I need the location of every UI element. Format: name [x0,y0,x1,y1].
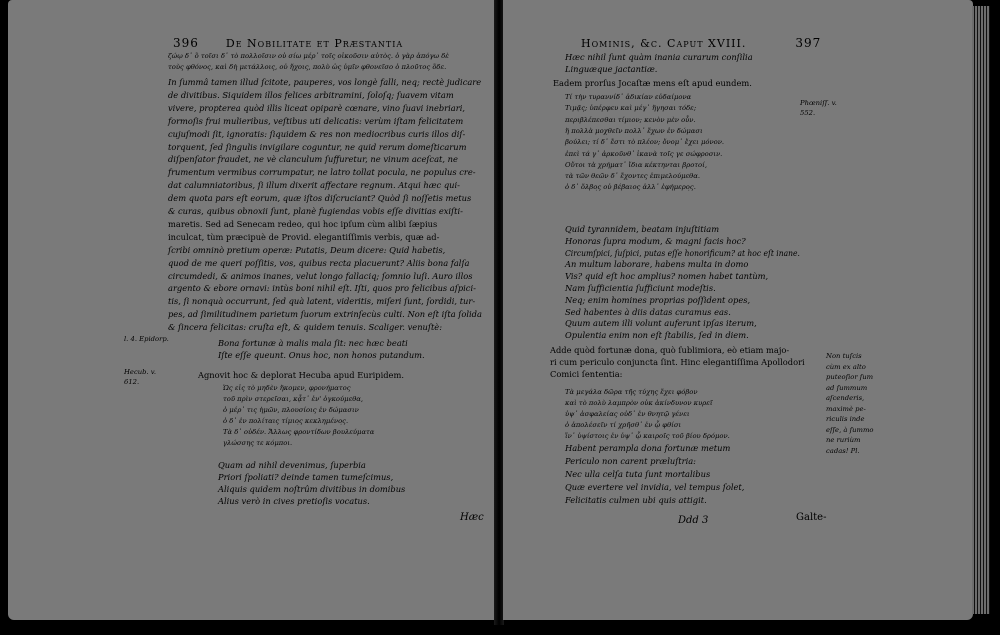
greek-line: ὁ μέρ᾽ τις ἡμῶν, πλουσίοις ἐν δώμασιν [223,406,359,414]
margin-line: ne ruriùm [826,436,861,444]
left-folio: 396 [173,36,199,50]
verse-line: Felicitatis culmen ubi quis attigit. [565,495,707,505]
verse-line: Habent perampla dona fortunæ metum [565,443,731,453]
margin-line: 612. [124,378,140,386]
greek-line: ἵν᾽ ὑψίστοις ἐν ὑψ᾽ ᾧ καιροῖς τοῦ βίου δρόμον. [565,432,730,440]
verse-line: Circumſpici, ſuſpici, putas eſſe honorificum? at hoc eſt inane. [565,247,800,258]
verse-line: Honoras ſupra modum, & magni facis hoc? [565,235,746,246]
verse-line: Sed habentes à diis datas curamus eas. [565,306,731,317]
prose-line: cujuſmodi ſit, ignoratis: ſiquidem & res non mediocribus curis illos diſ- [168,128,466,139]
greek-line: γλώσσης τε κόμποι. [223,439,293,447]
prose-line: vivere, propterea quòd illis liceat opiparè cœnare, vino ſuavi inebriari, [168,102,465,113]
right-folio: 397 [795,36,822,50]
greek-line: τοῦ πρὶν στερεῖσαι, κᾆτ᾽ ἐν' ὀγκούμεθα, [223,395,364,403]
verse-line: Quæ evertere vel invidia, vel tempus ſolet, [565,482,745,492]
left-running-head: De Nobilitate et Præstantia [225,37,404,50]
greek-line: ὑψ᾽ ἀσφαλείας οὐδ᾽ ἐν θνητῷ γένει [565,410,690,418]
prose-line: argento & ebore ornavi: intùs boni nihil eſt. Iſti, quos pro felicibus aſpici- [168,283,476,294]
margin-line: eſſe, à ſummo [826,425,874,434]
greek-line: βούλει; τί δ᾽ ἔστι τὸ πλέον; ὄνομ᾽ ἔχει μόνον. [565,138,725,147]
prose-line: maretis. Sed ad Senecam redeo, qui hoc ipſum cùm alibi ſæpius [168,218,438,229]
right-catchword: Galte- [796,512,827,523]
signature-mark: Ddd 3 [678,515,709,526]
prose-line: inculcat, tùm præcipuè de Provid. elegantiſſimis verbis, quæ ad- [168,231,440,242]
greek-line: καὶ τὸ πολὺ λαμπρὸν οὐκ ἀκίνδυνον κυρεῖ [565,399,713,407]
verse-line: Neq; enim homines proprias poſſident opes, [565,294,751,305]
margin-line: 552. [800,109,816,117]
prose-line: Comici ſententia: [550,369,623,379]
prose-line: tis, ſi nonquà occurrunt, ſed quà latent, videritis, miſeri ſunt, ſordidi, tur- [168,296,476,307]
greek-line: Οὔτοι τὰ χρήματ᾽ ἴδια κέκτηνται βροτοί, [565,160,707,169]
greek-line: ἢ πολλὰ μοχθεῖν πολλ᾽ ἔχων ἐν δώμασι [565,126,703,135]
greek-line: ὁ ἀπολέσεῖν τί χρῆσθ᾽ ἐν ᾧ φθίσι [565,421,682,429]
verse-line: Linguæque jactantiæ. [565,64,658,74]
right-page [503,0,973,620]
prose-line: In ſummâ tamen illud ſcitote, pauperes, vos longè falli, neq; rectè judicare [168,77,482,87]
prose-line: formoſis frui mulieribus, veſtibus uti delicatis: verùm iſtam felicitatem [168,115,464,126]
greek-line: Τιμᾷς; ὑπέρφευ καὶ μέγ᾽ ἥγησαι τόδε; [565,104,697,113]
prose-line: diſpenſator fraudet, ne vè clanculum ſuffuretur, ne vinum aceſcat, ne [168,154,458,165]
verse-line: Nam ſufficientia ſufficiunt modeſtis. [565,283,716,293]
prose-line: & curas, quibus obnoxii ſunt, planè fugiendas vobis eſſe divitias exiſti- [168,206,463,216]
greek-line: Ὡς εἰς τὸ μηδὲν ἥκομεν, φρονήματος [223,384,351,392]
verse-line: Opulentia enim non eſt ſtabilis, ſed in diem. [565,330,749,341]
left-page [8,0,496,620]
margin-line: riculis inde [826,415,865,423]
margin-line: Hecub. v. [124,368,156,376]
margin-line: Phœniſſ. v. [800,99,837,107]
greek-line: ἐπεὶ τά γ᾽ ἀρκοῦνθ᾽ ἱκανὰ τοῖς γε σώφροσιν. [565,149,723,158]
margin-line: puteoſior ſum [826,373,874,381]
prose-line: pes, ad ſimilitudinem parietum ſuorum extrinſecùs culti. Non eſt iſta ſolida [168,309,482,320]
prose-line: Adde quòd fortunæ dona, quò ſublimiora, eò etiam majo- [550,345,790,355]
verse-line: Hæc nihil ſunt quàm inania curarum conſilia [565,52,753,62]
left-catchword: Hæc [460,512,484,523]
prose-line: torquent, ſed ſingulis invigilare coguntur, ne quid rerum domeſticarum [168,141,467,152]
page-edges [972,6,990,614]
greek-line: Τί τὴν τυραννίδ᾽ ἀδικίαν εὐδαίμονα [565,93,692,101]
verse-line: Vis? quid eſt hoc amplius? nomen habet tantùm, [565,271,769,282]
greek-line: τοὺς φθόνος, καὶ δὴ μετάλλοις, οὐ ἤχοις, πολὺ ὡς ὑμῖν φθονεῖσο ὁ πλοῦτος ὅδε. [168,63,447,71]
greek-line: ὁ δ᾽ ὄλβο̣ς οὐ βέβαιος ἀλλ᾽ ἐφήμερο̣ς. [565,183,696,192]
verse-line: Nec ulla celſa tuta ſunt mortalibus [565,469,711,479]
prose-line: & ſincera felicitas: cruſta eſt, & quidem tenuis. Scaliger. venuſtè: [168,322,442,333]
greek-line: περιβλέπεσθαι τίμιον; κενὸν μὲν οὖν. [565,115,696,124]
verse-line: Quam ad nihil devenimus, ſuperbia [218,460,366,470]
prose-line: ri cum periculo conjuncta ſint. Hinc elegantiſſima Apollodori [550,357,805,367]
prose-line: frumentum vermibus corrumpatur, ne latro tollat pocula, ne populus cre- [168,167,476,178]
greek-line: τὰ τῶν θεῶν δ᾽ ἔχοντες ἐπιμελούμεθα. [565,172,700,181]
verse-line: Iſte eſſe queunt. Onus hoc, non honos putandum. [218,350,425,360]
greek-line: ὁ δ᾽ ἐν πολίταις τίμιο̣ς κεκλημένο̣ς. [223,417,349,425]
verse-line: Bona fortunæ à malis mala ſit: nec hæc beati [218,338,408,348]
verse-line: Aliquis quidem noſtrûm divitibus in domibus [218,484,406,494]
right-running-head: Hominis, &c. Caput XVIII. [581,37,747,50]
right-running-head-row [581,36,821,50]
prose-line: ſcribi omninò pretium operæ: Putatis, Deum dicere: Quid habetis, [168,244,446,255]
prose-line: circumdedi, & animos inanes, velut longo fallaciq; ſomnio luſi. Auro illos [168,270,473,281]
verse-line: Quum autem illi volunt auferunt ipſas iterum, [565,318,757,329]
jocasta-intro-line: Eadem prorſus Jocaſtæ mens eſt apud eundem. [553,78,752,88]
margin-line: aſcenderis, [826,394,865,402]
greek-line: Τὰ μεγάλα δῶρα τῆς τύχης ἔχει φόβον [565,388,698,396]
prose-line: dat calumniatoribus, ſi illum dixerit affectare regnum. Atqui hæc qui- [168,180,460,191]
greek-line: ζώῳ δ᾽ ὃ τοῖσι δ᾽ τὸ πολλοῖσιν οὐ σίω μέρ᾽ τοῖς οἰκοῦσιν αὐτὸς. ὁ γὰρ ἀπόγω δὲ [168,52,449,60]
greek-line: Τὰ δ᾽ οὐδέν. Ἄλλως φροντίδων βουλεύματα [223,428,375,436]
prose-line: de divitibus. Siquidem illos felices arbitramini, ſoloſq; ſuavem vitam [168,89,454,100]
margin-line: cùm ex alto [826,362,866,371]
left-running-head-row [173,36,403,50]
margin-note-scaliger: l. 4. Epidorp. [124,335,169,343]
prose-line: dem quota pars eſt eorum, quæ iſtos diſcruciant? Quòd ſi noſſetis metus [168,193,472,204]
margin-line: Non tuſcis [826,352,862,360]
verse-line: Priori ſpoliati? deinde tamen tumeſcimus, [218,472,394,482]
verse-line: Periculo non carent præluſtria: [565,456,696,466]
verse-line: An multum laborare, habens multa in domo [565,259,749,270]
margin-line: ad ſummum [826,383,868,392]
margin-line: cadas! Pl. [826,446,860,455]
margin-line: maximè pe- [826,404,866,413]
prose-line: quod de me queri poſſitis, vos, quibus recta placuerunt? Aliis bona falſa [168,257,470,268]
verse-line: Alius verò in cives pretioſis vocatus. [218,496,370,506]
verse-line: Quid tyrannidem, beatam injuſtitiam [565,224,720,234]
hecuba-intro-line: Agnovit hoc & deplorat Hecuba apud Euripidem. [198,370,404,380]
